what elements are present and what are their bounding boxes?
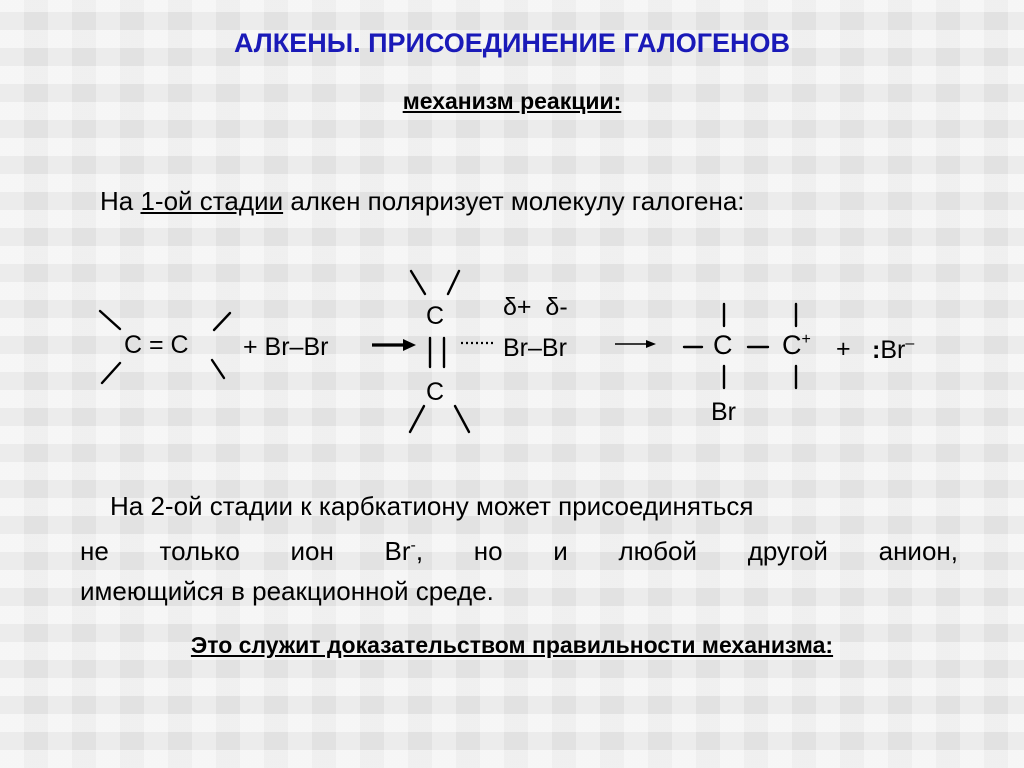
carbocation-symbol: C: [782, 330, 802, 360]
complex-carbon-bottom: C: [426, 378, 445, 406]
lone-pair-colon: :: [872, 336, 881, 364]
alkene-bond-right-top: [214, 313, 230, 330]
arrow-to-products: [615, 340, 656, 348]
conclusion-text: Это служит доказательством правильности механизма:: [190, 632, 834, 658]
stage2-line2: [80, 526, 958, 571]
alkene-bond-right-bottom: [212, 360, 224, 378]
delta-charges: δ+ δ-: [503, 293, 568, 321]
bromide-charge: –: [905, 335, 915, 352]
stage2-line3: имеющийся в реакционной среде.: [80, 576, 494, 606]
stage2-line1: На 2-ой стадии к карбкатиону может присоединяться: [110, 491, 754, 521]
stage2-line2-rest: , но и любой другой анион,: [415, 536, 958, 566]
stage1-suffix: алкен поляризует молекулу галогена:: [283, 186, 745, 216]
alkene-bond-left-bottom: [102, 363, 120, 383]
slide-subtitle: механизм реакции:: [402, 88, 622, 114]
complex-bond-top-left: [411, 271, 425, 294]
product-bromine: Br: [711, 398, 736, 426]
complex-bond-bottom-right: [455, 406, 469, 432]
stage2-line2-main: не только ион Br: [80, 536, 411, 566]
product-carbon: C: [713, 330, 733, 360]
complex-bond-top-right: [448, 271, 459, 294]
slide-title: АЛКЕНЫ. ПРИСОЕДИНЕНИЕ ГАЛОГЕНОВ: [233, 28, 791, 58]
complex-br2: Br–Br: [503, 334, 567, 362]
plus-sign: +: [836, 335, 851, 363]
carbocation-charge: +: [801, 331, 811, 348]
alkene-formula: C = C: [124, 331, 189, 359]
bromide-symbol: Br: [880, 336, 906, 364]
complex-carbon-top: C: [426, 302, 445, 330]
bromide-ion: [872, 335, 914, 365]
reagent-br2: + Br–Br: [243, 333, 329, 361]
stage1-prefix: На: [100, 186, 141, 216]
product-carbocation: [782, 330, 811, 361]
complex-bond-bottom-left: [410, 406, 424, 432]
stage2-line2-charge: -: [410, 537, 416, 554]
stage1-underlined: 1-ой стадии: [140, 186, 284, 216]
alkene-bond-left-top: [100, 311, 120, 329]
arrow-to-complex: [372, 339, 416, 351]
stage2-paragraph: [80, 486, 958, 611]
